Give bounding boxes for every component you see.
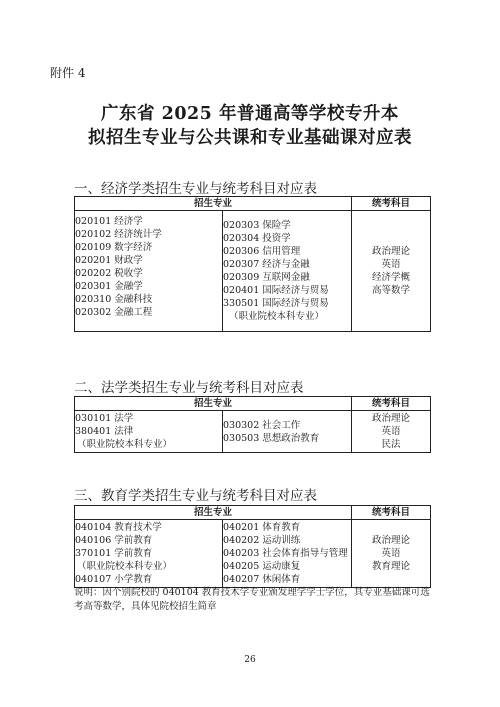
list-item: 040107 小学教育: [75, 574, 153, 585]
list-item: 030302 社会工作: [223, 419, 301, 431]
list-item: 020306 信用管理: [223, 246, 301, 257]
list-item: 020301 金融学: [75, 281, 143, 292]
list-item: 020102 经济统计学: [75, 229, 162, 240]
exam-subject: 英语: [381, 259, 401, 270]
header-exam: 统考科目: [352, 197, 431, 211]
exam-subjects: [352, 411, 431, 453]
exam-subject: 教育理论: [372, 561, 411, 572]
section-heading-education: 三、教育学类招生专业与统考科目对应表: [74, 488, 317, 504]
economics-table: [74, 196, 431, 332]
list-item: 020302 金融工程: [75, 307, 153, 318]
list-item: 020202 税收学: [75, 268, 143, 279]
page-number: 26: [244, 655, 256, 665]
list-item: 020401 国际经济与贸易: [223, 285, 329, 296]
list-item: 020201 财政学: [75, 255, 143, 266]
list-item: （职业院校本科专业）: [229, 311, 325, 322]
list-item: 040207 休闲体育: [223, 574, 301, 585]
list-item: 020304 投资学: [223, 233, 291, 244]
section-heading-law: 二、法学类招生专业与统考科目对应表: [74, 380, 304, 396]
list-item: 020309 互联网金融: [223, 272, 310, 283]
major-list-left: [75, 211, 223, 332]
list-item: 020101 经济学: [75, 216, 143, 227]
list-item: （职业院校本科专业）: [77, 561, 173, 572]
list-item: 040201 体育教育: [223, 522, 301, 533]
exam-subject: 高等数学: [372, 285, 411, 296]
list-item: 330501 国际经济与贸易: [223, 298, 329, 309]
footnote: 说明：因个别院校的 040104 教育技术学专业颁发理学学士学位，其专业基础课可选考高等数学，具体见院校招生简章: [74, 587, 430, 612]
list-item: 040202 运动训练: [223, 535, 301, 546]
education-table: [74, 505, 431, 588]
exam-subject: 经济学概: [372, 272, 411, 283]
list-item: 030503 思想政治教育: [223, 432, 320, 444]
exam-subject: 民法: [381, 439, 401, 450]
list-item: 020303 保险学: [223, 220, 291, 231]
header-exam: 统考科目: [352, 397, 431, 411]
list-item: 040203 社会体育指导与管理: [223, 548, 348, 559]
exam-subjects: [352, 211, 431, 332]
exam-subject: 英语: [381, 426, 401, 437]
header-major: 招生专业: [75, 397, 352, 411]
header-major: 招生专业: [75, 197, 352, 211]
header-major: 招生专业: [75, 506, 352, 520]
list-item: 020307 经济与金融: [223, 259, 310, 270]
list-item: 030101 法学: [75, 413, 134, 424]
major-list-left: [75, 520, 223, 588]
page-title-line1: 广东省 2025 年普通高等学校专升本: [101, 104, 399, 124]
list-item: 040106 学前教育: [75, 535, 153, 546]
list-item: 040205 运动康复: [223, 561, 301, 572]
list-item: 040104 教育技术学: [75, 522, 162, 533]
list-item: 380401 法律: [75, 426, 134, 437]
exam-subject: 政治理论: [372, 246, 411, 257]
exam-subjects: [352, 520, 431, 588]
section-heading-economics: 一、经济学类招生专业与统考科目对应表: [74, 181, 317, 197]
major-list-right: [223, 411, 352, 453]
exam-subject: 政治理论: [372, 413, 411, 424]
list-item: 020310 金融科技: [75, 294, 153, 305]
major-list-right: [223, 520, 352, 588]
major-list-left: [75, 411, 223, 453]
list-item: （职业院校本科专业）: [77, 439, 173, 450]
attachment-label: 附件 4: [50, 66, 86, 80]
list-item: 020109 数字经济: [75, 242, 153, 253]
major-list-right: [223, 211, 352, 332]
law-table: [74, 396, 431, 453]
header-exam: 统考科目: [352, 506, 431, 520]
exam-subject: 英语: [381, 548, 401, 559]
exam-subject: 政治理论: [372, 535, 411, 546]
page-title-line2: 拟招生专业与公共课和专业基础课对应表: [88, 128, 412, 148]
list-item: 370101 学前教育: [75, 548, 153, 559]
